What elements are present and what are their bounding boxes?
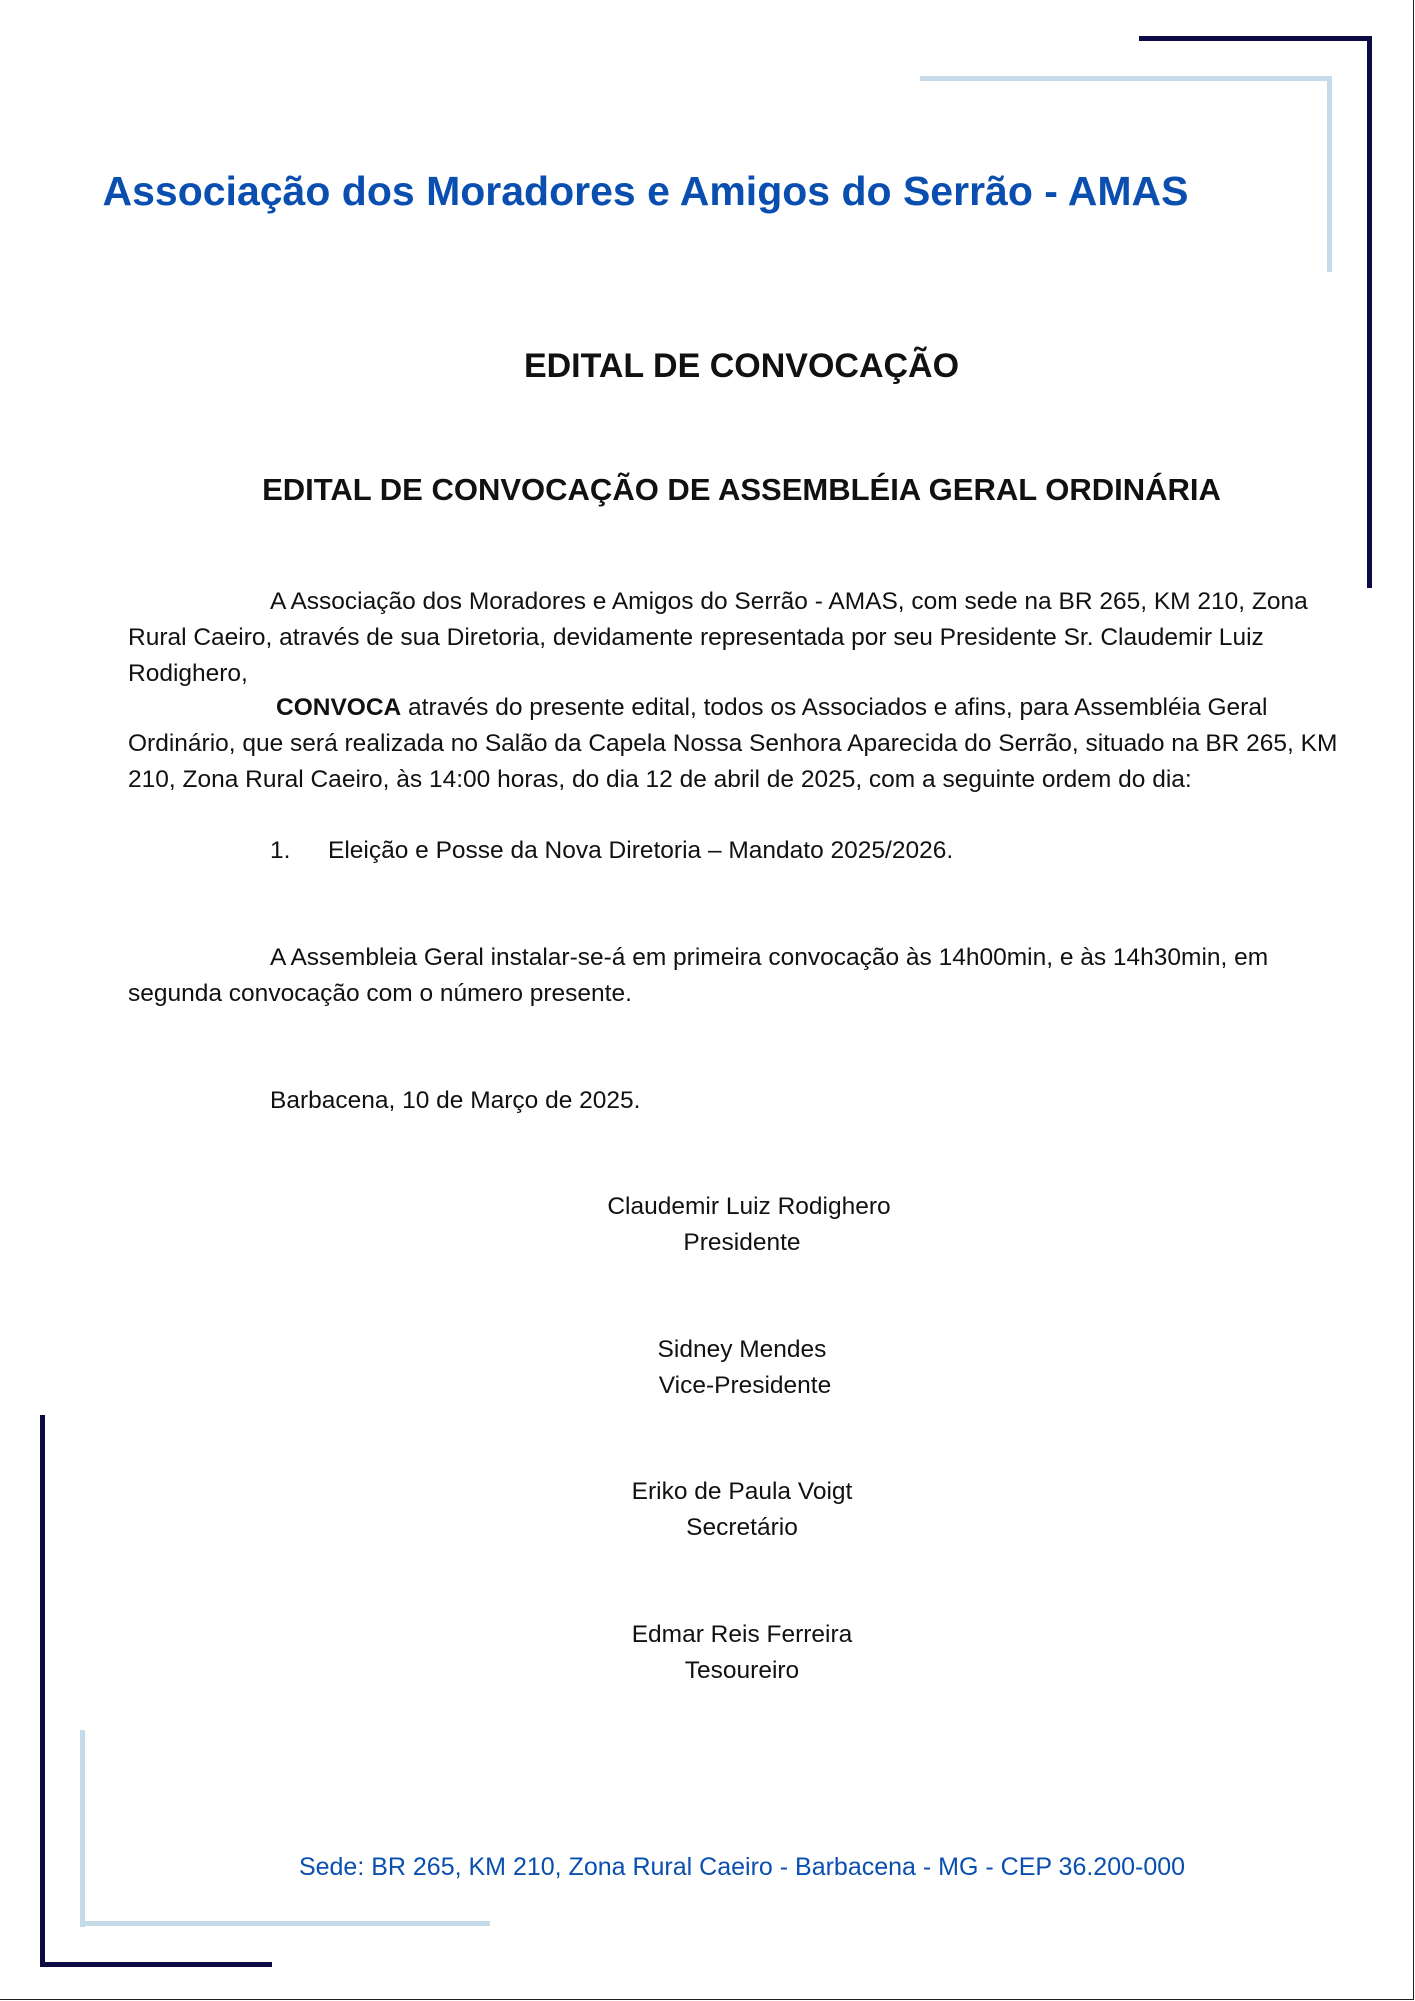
signatory-role: Tesoureiro	[684, 1657, 800, 1684]
frame-bottom-left-outer-vertical	[40, 1415, 45, 1967]
agenda-item	[270, 833, 953, 869]
date-line: Barbacena, 10 de Março de 2025.	[270, 1087, 641, 1114]
signatory-name: Edmar Reis Ferreira	[631, 1621, 853, 1648]
signatory-role: Presidente	[683, 1229, 801, 1256]
signatory-secretary	[500, 1474, 984, 1546]
frame-bottom-left-inner-horizontal	[80, 1921, 490, 1926]
frame-bottom-left-outer-horizontal	[40, 1962, 272, 1967]
signatory-role: Secretário	[686, 1514, 798, 1541]
signatory-name: Claudemir Luiz Rodighero	[607, 1193, 891, 1220]
signatory-president	[500, 1189, 984, 1261]
signatory-role: Vice-Presidente	[658, 1372, 832, 1399]
frame-top-right-outer-horizontal	[1139, 36, 1371, 41]
paragraph-intro	[128, 584, 1353, 692]
document-subtitle: EDITAL DE CONVOCAÇÃO DE ASSEMBLÉIA GERAL ORDINÁRIA	[262, 472, 1221, 507]
paragraph-installation-text: A Assembleia Geral instalar-se-á em primeira convocação às 14h00min, e às 14h30min, em segunda convocação com o número presente.	[128, 944, 1269, 1007]
signatory-name: Sidney Mendes	[657, 1336, 827, 1363]
organization-title-text: Associação dos Moradores e Amigos do Serrão - AMAS	[102, 168, 1189, 214]
signatory-name: Eriko de Paula Voigt	[631, 1478, 853, 1505]
paragraph-installation	[128, 940, 1353, 1012]
paragraph-intro-text: A Associação dos Moradores e Amigos do Serrão - AMAS, com sede na BR 265, KM 210, Zona Rural Caeiro, através de sua Diretoria, devidamente representada por seu Presidente Sr. Claudemir Luiz Rodighero,	[128, 588, 1308, 687]
paragraph-convoca	[128, 690, 1353, 798]
organization-title	[0, 168, 1415, 215]
frame-bottom-left-inner-vertical	[80, 1730, 85, 1927]
convoca-bold-text: CONVOCA	[276, 694, 402, 721]
signatory-treasurer	[500, 1617, 984, 1689]
agenda-item-number: 1.	[270, 837, 291, 864]
agenda-item-text: Eleição e Posse da Nova Diretoria – Mandato 2025/2026.	[328, 837, 954, 864]
paragraph-convoca-text: através do presente edital, todos os Associados e afins, para Assembléia Geral Ordinário, que será realizada no Salão da Capela Nossa Senhora Aparecida do Serrão, situado na BR 265, KM 210, Zona Rural Caeiro, às 14:00 horas, do dia 12 de abril de 2025, com a seguinte ordem do dia:	[128, 694, 1338, 793]
frame-top-right-inner-horizontal	[920, 76, 1332, 81]
agenda-list	[270, 833, 953, 869]
signatory-vice-president	[500, 1332, 984, 1404]
document-title: EDITAL DE CONVOCAÇÃO	[523, 347, 960, 385]
footer-address: Sede: BR 265, KM 210, Zona Rural Caeiro - Barbacena - MG - CEP 36.200-000	[298, 1853, 1186, 1881]
